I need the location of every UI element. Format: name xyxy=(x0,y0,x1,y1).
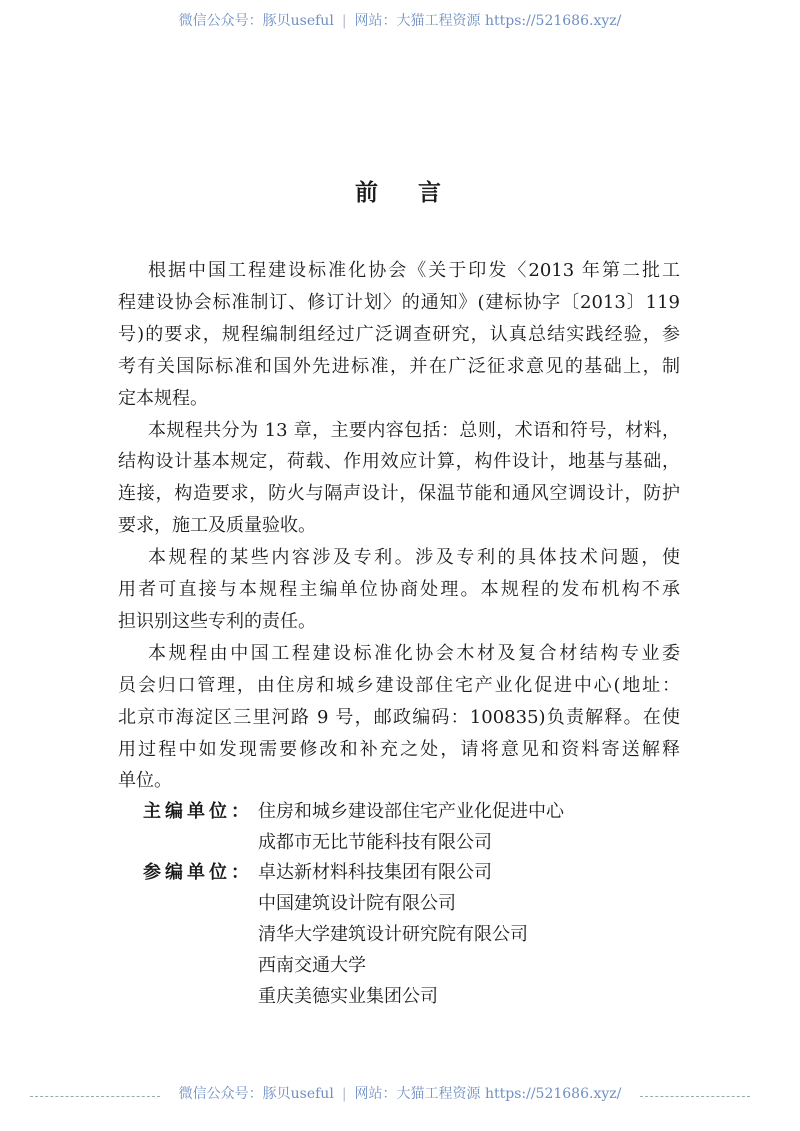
paragraph-line: 连接，构造要求，防火与隔声设计，保温节能和通风空调设计，防护 xyxy=(118,483,680,505)
watermark-website: 网站：大猫工程资源 https://521686.xyz/ xyxy=(354,1086,622,1102)
editor-unit: 清华大学建筑设计研究院有限公司 xyxy=(258,924,528,945)
paragraph-line: 员会归口管理，由住房和城乡建设部住宅产业化促进中心(地址： xyxy=(118,674,680,696)
paragraph-line: 定本规程。 xyxy=(118,387,208,409)
chief-editors-label: 主编单位： xyxy=(143,800,253,822)
watermark-separator: | xyxy=(341,13,347,29)
paragraph-line: 要求，施工及质量验收。 xyxy=(118,515,316,537)
paragraph-line: 本规程的某些内容涉及专利。涉及专利的具体技术问题，使 xyxy=(148,547,680,569)
paragraph-line: 用者可直接与本规程主编单位协商处理。本规程的发布机构不承 xyxy=(118,579,680,600)
paragraph-line: 考有关国际标准和国外先进标准，并在广泛征求意见的基础上，制 xyxy=(118,355,680,377)
watermark-wechat: 微信公众号：豚贝useful xyxy=(178,13,334,29)
paragraph-line: 担识别这些专利的责任。 xyxy=(118,610,316,632)
editor-unit: 住房和城乡建设部住宅产业化促进中心 xyxy=(258,800,564,822)
paragraph-line: 用过程中如发现需要修改和补充之处，请将意见和资料寄送解释 xyxy=(118,738,680,760)
paragraph-line: 本规程由中国工程建设标准化协会木材及复合材结构专业委 xyxy=(148,642,680,664)
watermark-top xyxy=(0,10,800,30)
watermark-separator: | xyxy=(341,1086,347,1102)
paragraph-line: 号)的要求，规程编制组经过广泛调查研究，认真总结实践经验，参 xyxy=(118,323,680,345)
participating-editors-label: 参编单位： xyxy=(143,862,253,884)
paragraph-line: 北京市海淀区三里河路 9 号，邮政编码：100835)负责解释。在使 xyxy=(118,706,680,728)
paragraph-line: 程建设协会标准制订、修订计划〉的通知》(建标协字〔2013〕119 xyxy=(118,291,680,313)
editor-unit: 中国建筑设计院有限公司 xyxy=(258,893,456,915)
page-title: 前言 xyxy=(355,180,481,206)
editor-unit: 重庆美德实业集团公司 xyxy=(258,985,438,1007)
paragraph-line: 根据中国工程建设标准化协会《关于印发〈2013 年第二批工 xyxy=(148,260,680,281)
editor-unit: 成都市无比节能科技有限公司 xyxy=(258,831,492,853)
watermark-bottom xyxy=(0,1083,800,1103)
paragraph-line: 结构设计基本规定，荷载、作用效应计算，构件设计，地基与基础， xyxy=(118,451,680,473)
watermark-website: 网站：大猫工程资源 https://521686.xyz/ xyxy=(354,13,622,29)
editor-unit: 西南交通大学 xyxy=(258,954,366,976)
editor-unit: 卓达新材料科技集团有限公司 xyxy=(258,862,492,884)
watermark-wechat: 微信公众号：豚贝useful xyxy=(178,1086,334,1102)
paragraph-line: 单位。 xyxy=(118,770,172,792)
paragraph-line: 本规程共分为 13 章，主要内容包括：总则，术语和符号，材料， xyxy=(148,419,680,441)
